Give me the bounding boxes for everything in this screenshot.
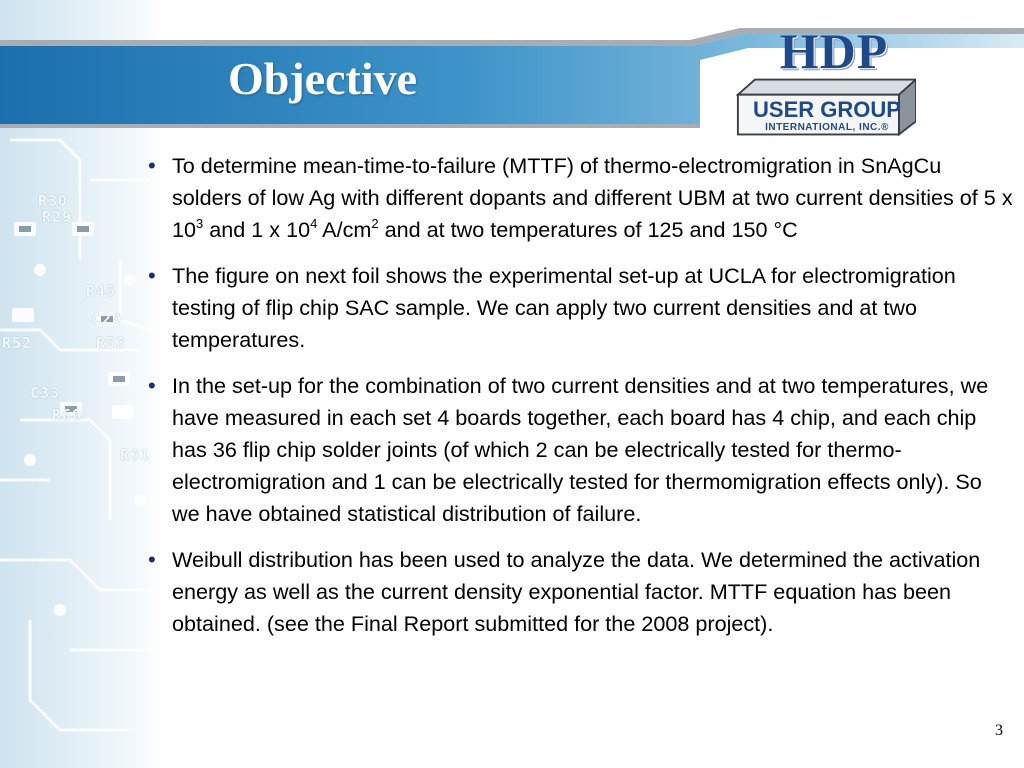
bullet-text: Weibull distribution has been used to analyze the data. We determined the activation energy as well as the current density exponential factor. MTTF equation has been obtained. (see the Final Report submitted for the 2008 project). [172,547,981,636]
circuit-label: R52 [2,334,33,352]
circuit-label: R61 [120,446,151,464]
bullet-text: In the set-up for the combination of two current densities and at two temperatures, we have measured in each set 4 boards together, each board has 4 chip, and each chip has 36 flip chip solder joints (of which 2 can be electrically tested for thermo-electromigration and 1 can be electrically tested for thermomigration effects only). So we have obtained statistical distribution of failure. [172,373,989,526]
bullet-text: To determine mean-time-to-failure (MTTF) of thermo-electromigration in SnAgCu solders of low Ag with different dopants and different UBM at two current densities of 5 x $10^3$ and 1 x $10^4$ $A/cm^2$ and at two temperatures of 125 and 150 °C [172,153,1013,242]
bullet-list [145,150,1015,654]
bullet-item-weibull [145,544,1015,640]
hdp-user-group-logo [734,20,934,140]
circuit-label: R29 [42,208,73,226]
circuit-label: R45 [86,282,117,300]
bullet-dot-icon: • [148,373,156,398]
bullet-dot-icon: • [148,263,156,288]
logo-international: INTERNATIONAL, INC.® [765,122,889,133]
bullet-dot-icon: • [148,153,156,178]
bullet-item-measurement [145,370,1015,530]
bullet-item-setup [145,260,1015,356]
logo-user-group: USER GROUP [753,97,901,122]
circuit-label: R60 [52,406,83,424]
logo-brand: HDP [779,23,889,79]
bullet-item-mttf [145,150,1015,246]
circuit-label: R53 [96,334,127,352]
circuit-label: C29 [92,310,123,328]
circuit-label: R30 [38,192,69,210]
circuit-label: C33 [30,384,61,402]
page-number: 3 [995,722,1003,739]
bullet-dot-icon: • [148,547,156,572]
bullet-text: The figure on next foil shows the experimental set-up at UCLA for electromigration testing of flip chip SAC sample. We can apply two current densities and at two temperatures. [172,263,956,352]
page-title: Objective [228,53,418,104]
